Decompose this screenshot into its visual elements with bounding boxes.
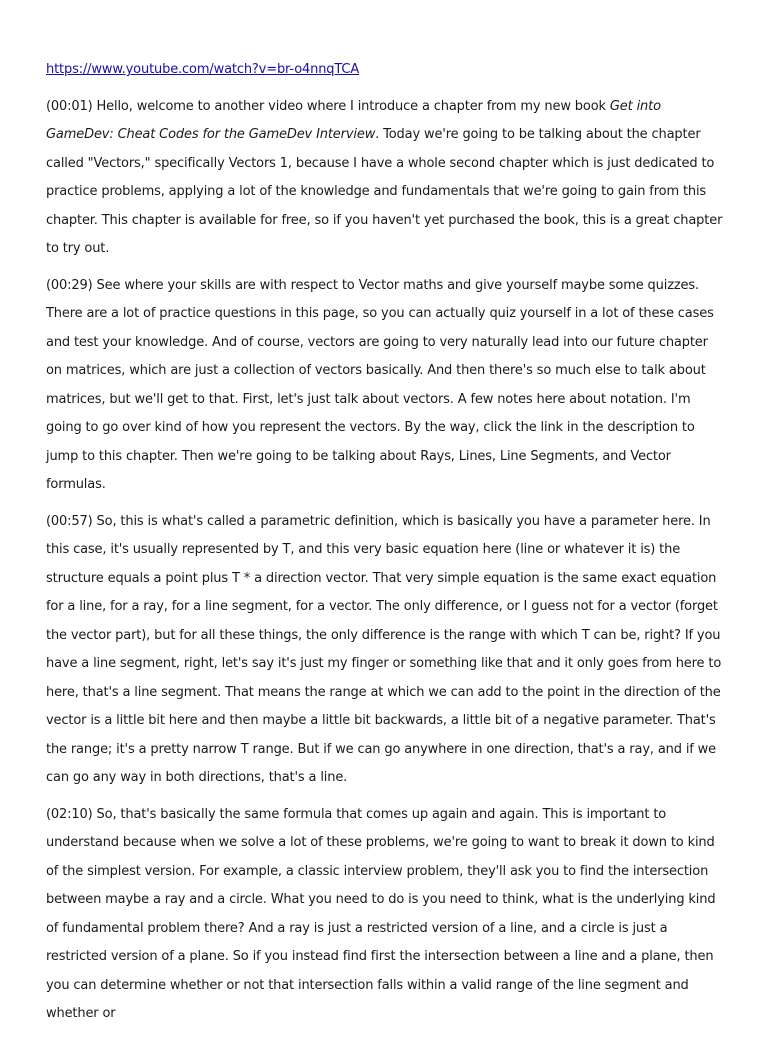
paragraph-0057: (00:57) So, this is what's called a parametric definition, which is basically you have a parameter here. In this case, it's usually represented by T, and this very basic equation here (line or whatever it is) the structure equals a point plus T * a direction vector. That very simple equation is the same exact equation for a line, for a ray, for a line segment, for a vector. The only difference, or I guess not for a vector (forget the vector part), but for all these things, the only difference is the range with which T can be, right? If you have a line segment, right, let's say it's just my finger or something like that and it only goes from here to here, that's a line segment. That means the range at which we can add to the point in the direction of the vector is a little bit here and then maybe a little bit backwards, a little bit of a negative parameter. That's the range; it's a pretty narrow T range. But if we can go anywhere in one direction, that's a ray, and if we can go any way in both directions, that's a line. (46, 513, 722, 785)
paragraph-intro-text-end: . Today we're going to be talking about the chapter called "Vectors," specifically Vectors 1, because I have a whole second chapter which is just dedicated to practice problems, applying a lot of the knowledge and fundamentals that we're going to gain from this chapter. This chapter is available for free, so if you haven't yet purchased the book, this is a great chapter to try out. (46, 127, 723, 256)
paragraph-0210: (02:10) So, that's basically the same formula that comes up again and again. This is important to understand because when we solve a lot of these problems, we're going to want to break it down to kind of the simplest version. For example, a classic interview problem, they'll ask you to find the intersection between maybe a ray and a circle. What you need to do is you need to think, what is the underlying kind of fundamental problem there? And a ray is just a restricted version of a line, and a circle is just a restricted version of a plane. So if you instead find first the intersection between a line and a plane, then you can determine whether or not that intersection falls within a valid range of the line segment and whether or (46, 806, 716, 1021)
video-link[interactable]: https://www.youtube.com/watch?v=br-o4nnqTCA (46, 62, 360, 77)
book-title: Get into GameDev: Cheat Codes for the GameDev Interview (46, 98, 661, 142)
paragraph-intro-text-start: (00:01) Hello, welcome to another video where I introduce a chapter from my new book (46, 98, 610, 114)
document-page (46, 56, 726, 1037)
paragraph-intro (46, 93, 726, 264)
paragraph-0029: (00:29) See where your skills are with respect to Vector maths and give yourself maybe some quizzes. There are a lot of practice questions in this page, so you can actually quiz yourself in a lot of these cases and test your knowledge. And of course, vectors are going to very naturally lead into our future chapter on matrices, which are just a collection of vectors basically. And then there's so much else to talk about matrices, but we'll get to that. First, let's just talk about vectors. A few notes here about notation. I'm going to go over kind of how you represent the vectors. By the way, click the link in the description to jump to this chapter. Then we're going to be talking about Rays, Lines, Line Segments, and Vector formulas. (46, 277, 714, 492)
